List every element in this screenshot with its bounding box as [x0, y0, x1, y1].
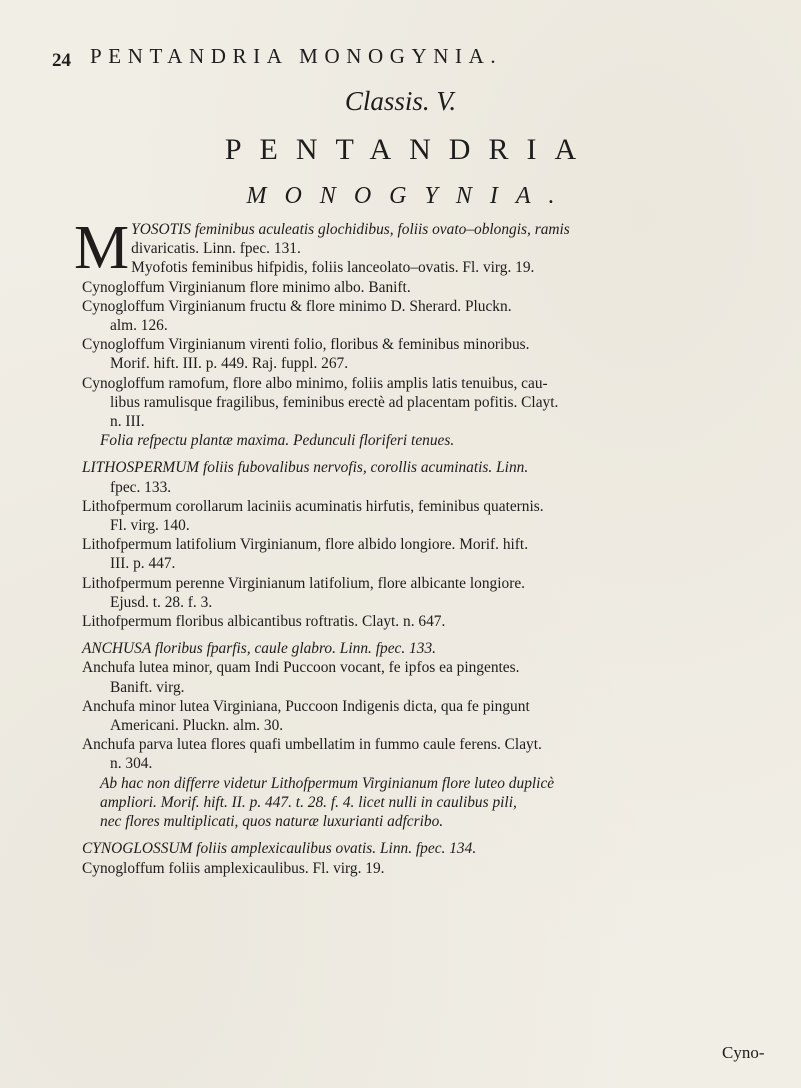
line-text: CYNOGLOSSUM foliis amplexicaulibus ovatis. Linn. fpec. 134.: [82, 840, 477, 858]
body-text: [74, 214, 772, 878]
line-text: divaricatis. Linn. fpec. 131.: [131, 240, 301, 258]
synonym-line: [82, 393, 772, 412]
line-text: Folia refpectu plantæ maxima. Pedunculi floriferi tenues.: [100, 432, 455, 450]
synonym-line: [82, 535, 772, 554]
line-text: Myofotis feminibus hifpidis, foliis lanceolato–ovatis. Fl. virg. 19.: [131, 259, 535, 277]
synonym-line: [82, 735, 772, 754]
line-text: Cynogloffum Virginianum flore minimo albo. Banift.: [82, 278, 411, 296]
line-text: Cynogloffum Virginianum virenti folio, floribus & feminibus minoribus.: [82, 336, 530, 354]
line-text: YOSOTIS feminibus aculeatis glochidibus, foliis ovato–oblongis, ramis: [131, 221, 570, 238]
synonym-line: [82, 658, 772, 677]
entry-note: [82, 774, 772, 793]
synonym-line: [82, 697, 772, 716]
running-head: PENTANDRIA MONOGYNIA.: [90, 44, 503, 68]
synonym-line: [82, 354, 772, 373]
entry-myosotis: [74, 214, 772, 450]
line-text: Ejusd. t. 28. f. 3.: [110, 593, 213, 611]
line-text: Lithofpermum perenne Virginianum latifolium, flore albicante longiore.: [82, 574, 525, 592]
entry-note: [82, 431, 772, 450]
line-text: fpec. 133.: [110, 478, 172, 496]
entry-note: [82, 812, 772, 831]
line-text: alm. 126.: [110, 317, 168, 335]
synonym-line: [82, 554, 772, 573]
order-name: MONOGYNIA.: [246, 183, 573, 209]
synonym-line: [82, 754, 772, 773]
synonym-line: [82, 297, 772, 316]
entry-lithospermum: [82, 458, 772, 631]
synonym-line: [82, 278, 772, 297]
entry-anchusa: [82, 639, 772, 831]
line-text: Lithofpermum corollarum laciniis acuminatis hirfutis, feminibus quaternis.: [82, 497, 544, 515]
entry-heading: [82, 639, 772, 658]
line-text: n. III.: [110, 413, 145, 431]
drop-cap: M: [74, 214, 130, 282]
entry-note: [82, 793, 772, 812]
line-text: Cynogloffum foliis amplexicaulibus. Fl. virg. 19.: [82, 859, 385, 877]
line-text: Ab hac non differre videtur Lithofpermum Virginianum flore luteo duplicè: [100, 774, 555, 792]
synonym-line: [82, 239, 772, 258]
line-text: Anchufa parva lutea flores quafi umbellatim in fummo caule ferens. Clayt.: [82, 736, 542, 754]
line-text: nec flores multiplicati, quos naturæ luxurianti adfcribo.: [100, 813, 444, 831]
synonym-line: [82, 374, 772, 393]
line-text: LITHOSPERMUM foliis fubovalibus nervofis, corollis acuminatis. Linn.: [82, 459, 529, 477]
synonym-line: [82, 678, 772, 697]
synonym-line: [82, 258, 772, 277]
synonym-line: [82, 859, 772, 878]
line-text: Americani. Pluckn. alm. 30.: [110, 717, 284, 735]
line-text: Lithofpermum floribus albicantibus roftratis. Clayt. n. 647.: [82, 613, 446, 631]
synonym-line: [82, 335, 772, 354]
line-text: n. 304.: [110, 755, 153, 773]
synonym-line: [82, 612, 772, 631]
synonym-line: [82, 412, 772, 431]
page-number: 24: [52, 50, 71, 71]
entry-cynoglossum: [82, 839, 772, 877]
synonym-line: [82, 516, 772, 535]
entry-heading: [82, 458, 772, 477]
line-text: libus ramulisque fragilibus, feminibus erectè ad placentam pofitis. Clayt.: [110, 393, 559, 411]
synonym-line: [82, 716, 772, 735]
synonym-line: [82, 593, 772, 612]
class-heading: Classis. V.: [344, 86, 457, 116]
class-name: PENTANDRIA: [224, 133, 595, 166]
line-text: Morif. hift. III. p. 449. Raj. fuppl. 267.: [110, 355, 349, 373]
line-text: ampliori. Morif. hift. II. p. 447. t. 28. f. 4. licet nulli in caulibus pili,: [100, 793, 517, 811]
synonym-line: [82, 478, 772, 497]
line-text: ANCHUSA floribus fparfis, caule glabro. Linn. fpec. 133.: [82, 640, 436, 658]
synonym-line: [82, 574, 772, 593]
line-text: Banift. virg.: [110, 678, 185, 696]
line-text: Lithofpermum latifolium Virginianum, flore albido longiore. Morif. hift.: [82, 536, 529, 554]
line-text: Cynogloffum ramofum, flore albo minimo, foliis amplis latis tenuibus, cau-: [82, 374, 548, 392]
line-text: Anchufa minor lutea Virginiana, Puccoon Indigenis dicta, qua fe pingunt: [82, 697, 530, 715]
line-text: Fl. virg. 140.: [110, 517, 190, 535]
synonym-line: [82, 316, 772, 335]
line-text: Anchufa lutea minor, quam Indi Puccoon vocant, fe ipfos ea pingentes.: [82, 659, 520, 677]
entry-heading: [82, 839, 772, 858]
line-text: Cynogloffum Virginianum fructu & flore minimo D. Sherard. Pluckn.: [82, 297, 512, 315]
catchword: Cyno-: [722, 1043, 765, 1062]
line-text: III. p. 447.: [110, 555, 176, 573]
synonym-line: [82, 497, 772, 516]
